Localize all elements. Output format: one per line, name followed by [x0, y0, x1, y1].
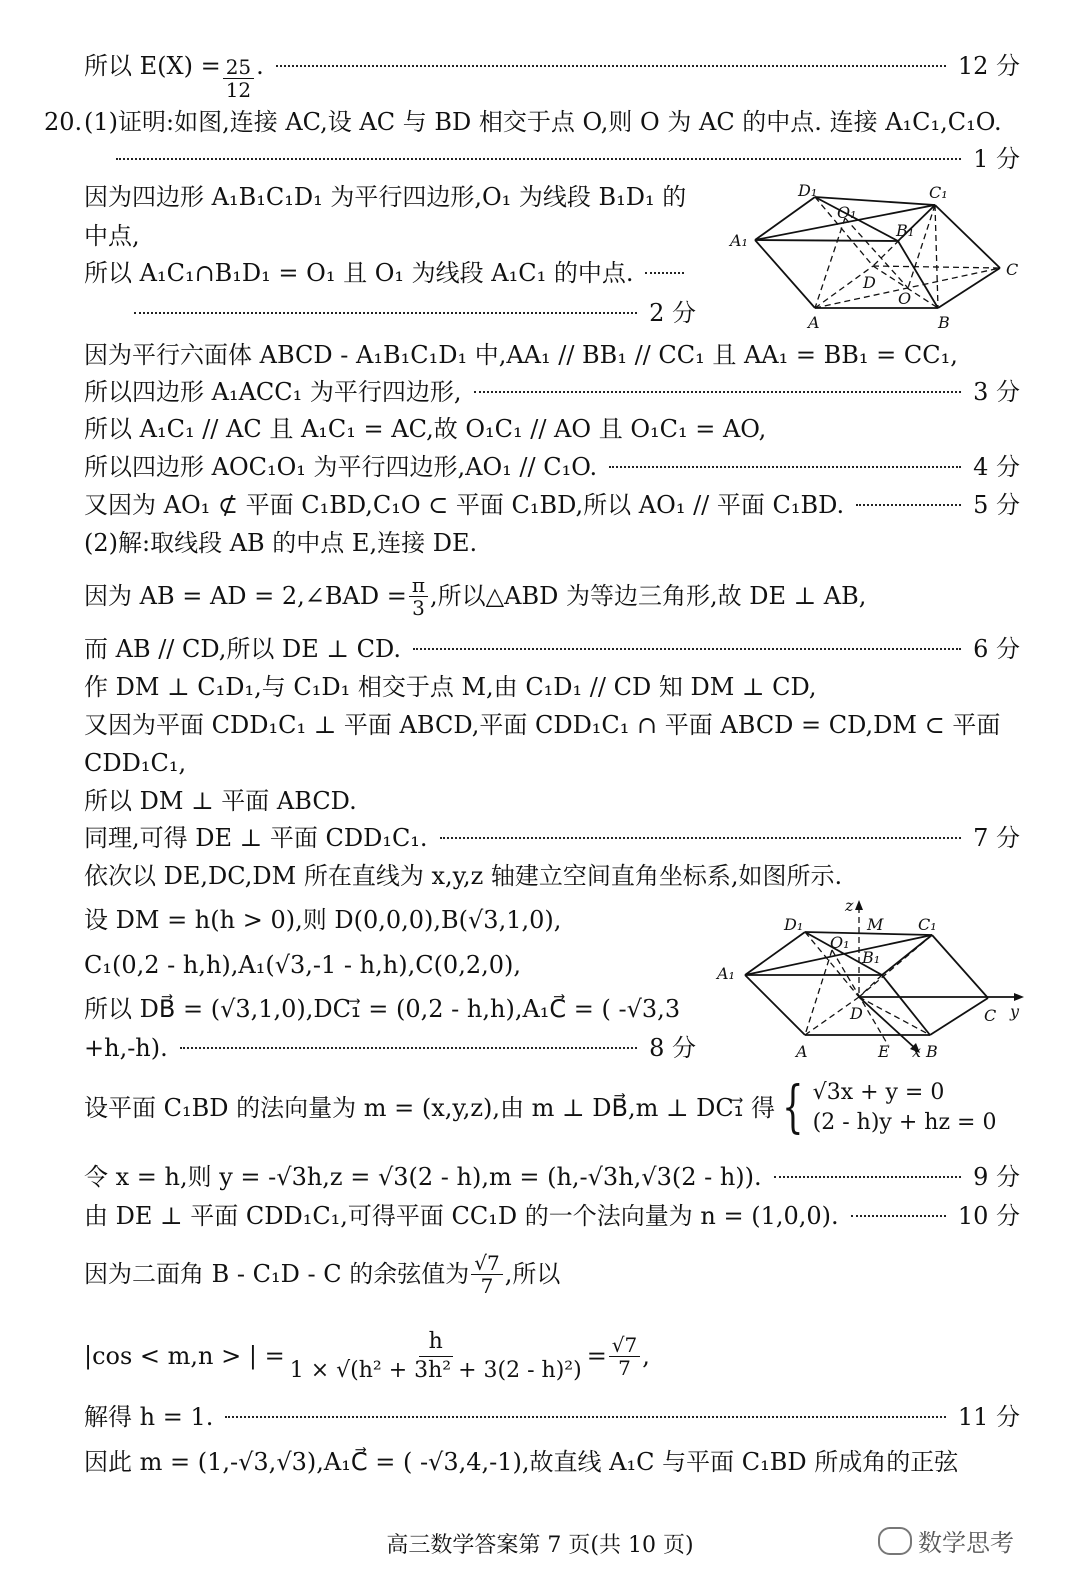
score-label: 12 分 [957, 52, 1020, 80]
label-E: E [878, 1042, 890, 1061]
label-B: B [938, 313, 950, 332]
text-line: (1)证明:如图,连接 AC,设 AC 与 BD 相交于点 O,则 O 为 AC 的中点. 连接 A₁C₁,C₁O. [84, 108, 1002, 136]
text-line: 因为四边形 A₁B₁C₁D₁ 为平行四边形,O₁ 为线段 B₁D₁ 的 [84, 183, 687, 211]
label-C: C [1006, 260, 1019, 279]
label-O1: O₁ [837, 203, 857, 222]
text-line: 所以 A₁C₁∩B₁D₁ = O₁ 且 O₁ 为线段 A₁C₁ 的中点. [84, 257, 696, 289]
text-line: 因为平行六面体 ABCD - A₁B₁C₁D₁ 中,AA₁ // BB₁ // CC₁ 且 AA₁ = BB₁ = CC₁, [84, 341, 958, 369]
score-line: 1 分 [84, 143, 1020, 175]
line-expectation: 所以 E(X) = $\frac{25}{12}$ . 12 分 [84, 42, 1020, 101]
label-A1: A₁ [717, 964, 735, 983]
text-line: (2)解:取线段 AB 的中点 E,连接 DE. [84, 529, 478, 557]
text-line: 由 DE ⊥ 平面 CDD₁C₁,可得平面 CC₁D 的一个法向量为 n = (1,0,0). 10 分 [84, 1202, 1020, 1230]
page-footer: 高三数学答案第 7 页(共 10 页) [386, 1533, 694, 1558]
text-line: 而 AB // CD,所以 DE ⊥ CD. 6 分 [84, 635, 1020, 663]
label-D: D [850, 1004, 863, 1023]
formula-line: |cos < m,n > | = $\frac{h}{\text{1 × √(h² + 3h² + 3(2 - h)²)}}$ = $\frac{√7}{7}$ , [84, 1328, 650, 1383]
text-line: 所以四边形 AOC₁O₁ 为平行四边形,AO₁ // C₁O. 4 分 [84, 453, 1020, 481]
text-line: 因为 AB = AD = 2,∠BAD = $\frac{\pi}{3}$ ,所以△ABD 为等边三角形,故 DE ⊥ AB, [84, 572, 867, 620]
label-M: M [867, 915, 884, 934]
text-line: 又因为平面 CDD₁C₁ ⊥ 平面 ABCD,平面 CDD₁C₁ ∩ 平面 ABCD = CD,DM ⊂ 平面 [84, 711, 1001, 739]
text-line: 解得 h = 1. 11 分 [84, 1403, 1020, 1431]
dot-leader [116, 158, 961, 160]
equation-system: { √3x + y = 0 (2 - h)y + hz = 0 [782, 1075, 997, 1140]
dot-leader [276, 65, 946, 67]
label-A: A [808, 313, 820, 332]
label-D: D [863, 273, 876, 292]
text-line: 所以 A₁C₁ // AC 且 A₁C₁ = AC,故 O₁C₁ // AO 且 O₁C₁ = AO, [84, 415, 767, 443]
label-C1: C₁ [918, 915, 937, 934]
text-line: 所以四边形 A₁ACC₁ 为平行四边形, 3 分 [84, 378, 1020, 406]
text-line: 中点, [84, 222, 140, 250]
label-C1: C₁ [929, 183, 948, 202]
text-line: 同理,可得 DE ⊥ 平面 CDD₁C₁. 7 分 [84, 824, 1020, 852]
label-x: x [912, 1042, 922, 1061]
score-line: 2 分 [84, 297, 696, 329]
label-B1: B₁ [896, 221, 915, 240]
text-line: 设平面 C₁BD 的法向量为 m = (x,y,z),由 m ⊥ DB⃗,m ⊥ DC₁⃗ 得 { √3x + y = 0 (2 - h)y + hz = 0 [84, 1075, 997, 1140]
label-D1: D₁ [784, 915, 804, 934]
text-line: 设 DM = h(h > 0),则 D(0,0,0),B(√3,1,0), [84, 906, 562, 934]
text-line: 作 DM ⊥ C₁D₁,与 C₁D₁ 相交于点 M,由 C₁D₁ // CD 知 DM ⊥ CD, [84, 673, 817, 701]
text-line: 令 x = h,则 y = -√3h,z = √3(2 - h),m = (h,-√3h,√3(2 - h)). 9 分 [84, 1163, 1020, 1191]
label-y: y [1010, 1002, 1020, 1021]
text-line: 所以 DM ⊥ 平面 ABCD. [84, 787, 357, 815]
wechat-icon [878, 1527, 912, 1555]
text-line: 又因为 AO₁ ⊄ 平面 C₁BD,C₁O ⊂ 平面 C₁BD,所以 AO₁ // 平面 C₁BD. 5 分 [84, 491, 1020, 519]
label-B: B [926, 1042, 938, 1061]
fraction: $\frac{25}{12}$ [223, 56, 254, 101]
label-O: O [898, 289, 912, 308]
text-line: 因为二面角 B - C₁D - C 的余弦值为 $\frac{√7}{7}$ ,所以 [84, 1250, 561, 1298]
label-O1: O₁ [830, 933, 850, 952]
label-z: z [845, 896, 854, 915]
label-B1: B₁ [862, 948, 881, 967]
text-line: CDD₁C₁, [84, 749, 187, 777]
label-C: C [984, 1006, 997, 1025]
text-line: 所以 DB⃗ = (√3,1,0),DC₁⃗ = (0,2 - h,h),A₁C⃗ = ( -√3,3 [84, 995, 681, 1023]
label-A: A [796, 1042, 808, 1061]
label-D1: D₁ [798, 181, 818, 200]
parallelepiped-figure-1 [720, 178, 1040, 338]
problem-number: 20. [44, 108, 83, 136]
text-line: 依次以 DE,DC,DM 所在直线为 x,y,z 轴建立空间直角坐标系,如图所示. [84, 862, 843, 890]
dot-leader [134, 312, 637, 314]
coordinate-figure-2 [712, 895, 1042, 1065]
label-A1: A₁ [730, 231, 748, 250]
watermark: 数学思考 [878, 1523, 1014, 1558]
text-line: 因此 m = (1,-√3,√3),A₁C⃗ = ( -√3,4,-1),故直线 A₁C 与平面 C₁BD 所成角的正弦 [84, 1448, 959, 1476]
text-line: C₁(0,2 - h,h),A₁(√3,-1 - h,h),C(0,2,0), [84, 951, 521, 979]
text-line: +h,-h). 8 分 [84, 1034, 696, 1062]
